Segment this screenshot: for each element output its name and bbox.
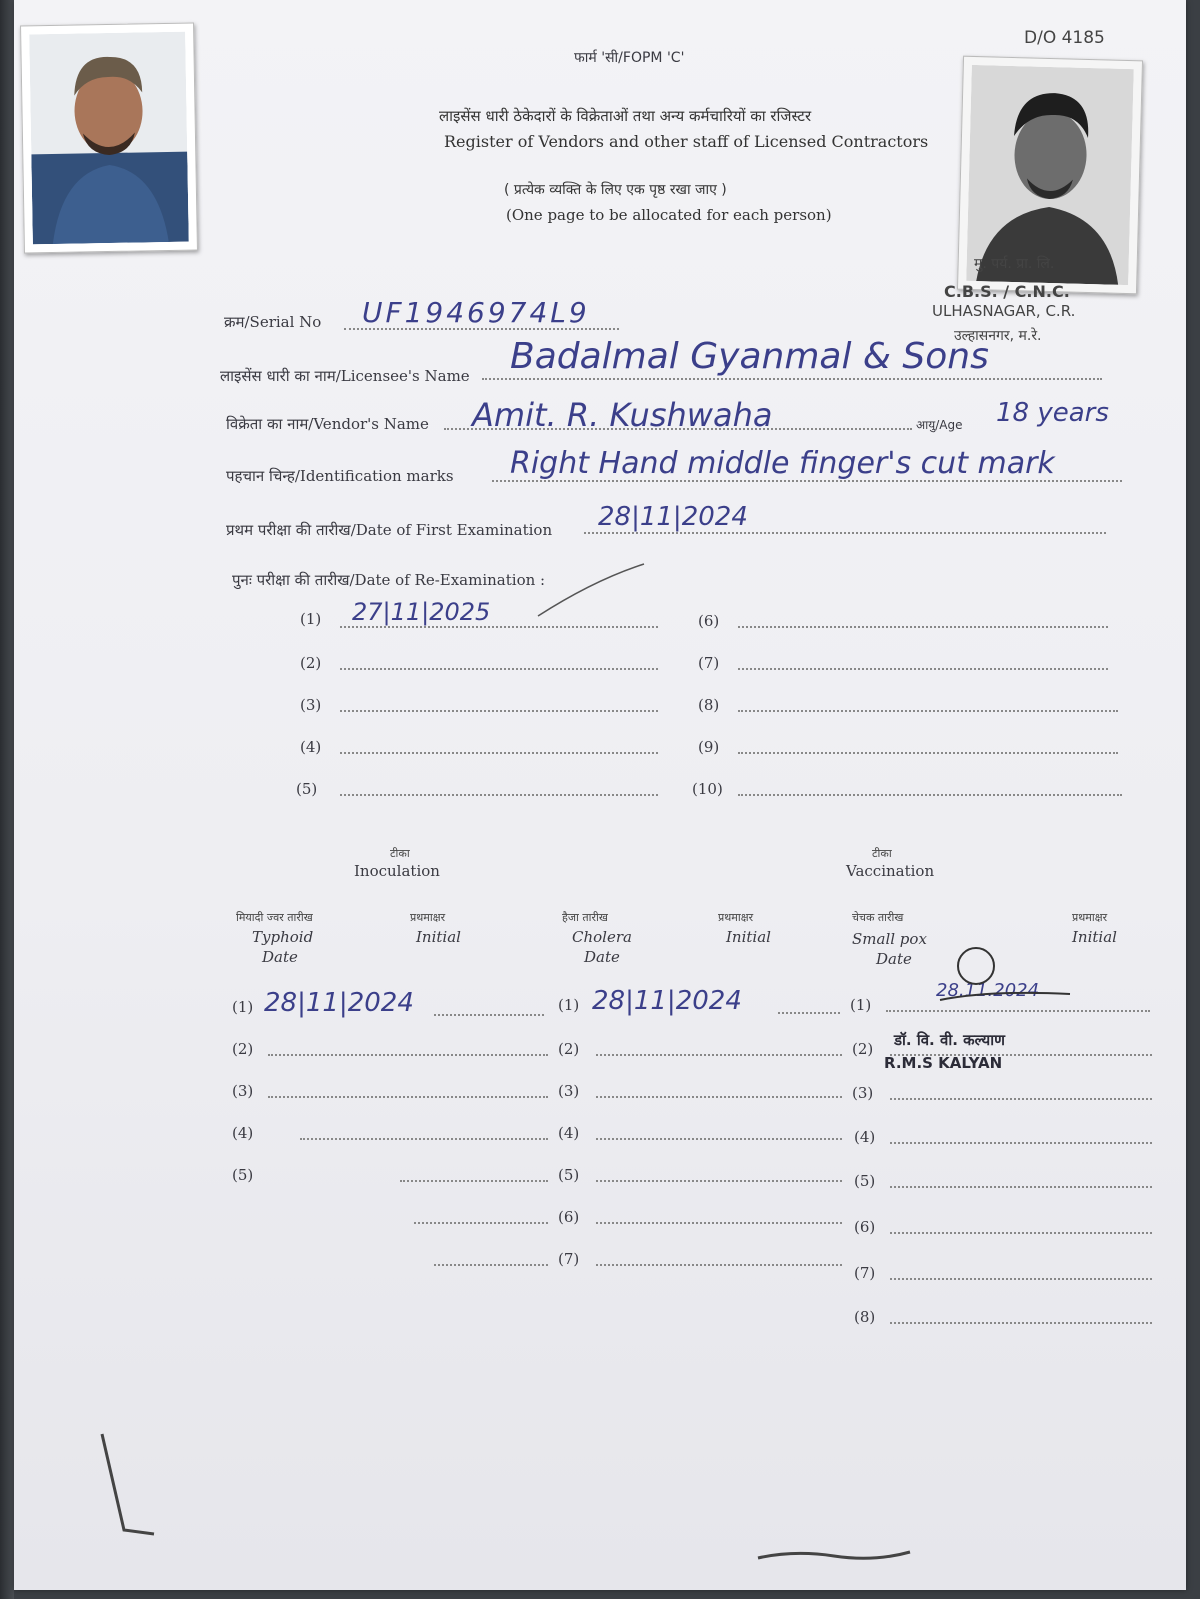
corner-staple [94, 1430, 164, 1540]
note-hindi: ( प्रत्येक व्यक्ति के लिए एक पृष्ठ रखा जाए ) [504, 182, 727, 198]
typhoid-hindi: मियादी ज्वर तारीख [236, 911, 313, 924]
licensee-label: लाइसेंस धारी का नाम/Licensee's Name [220, 367, 470, 385]
vendor-photo-left [20, 22, 198, 253]
smallpox-num: (6) [854, 1218, 876, 1236]
inoculation-hindi: टीका [390, 847, 410, 860]
stamp-line-2: C.B.S. / C.N.C. [944, 282, 1070, 301]
cholera-header: Cholera [572, 928, 632, 946]
medical-stamp-line-2: R.M.S KALYAN [884, 1054, 1003, 1072]
smallpox-num: (4) [854, 1128, 876, 1146]
signature-scribble [930, 944, 1080, 1014]
bottom-scribble [754, 1540, 914, 1570]
typhoid-num: (4) [232, 1124, 254, 1142]
vendor-label: विक्रेता का नाम/Vendor's Name [226, 415, 429, 433]
licensee-value: Badalmal Gyanmal & Sons [510, 336, 989, 377]
note-english: (One page to be allocated for each person) [506, 206, 832, 224]
reexam-num: (2) [300, 654, 322, 672]
reexam-num: (10) [692, 780, 723, 798]
smallpox-num: (1) [850, 996, 872, 1014]
first-exam-value: 28|11|2024 [598, 502, 748, 532]
smallpox-num: (8) [854, 1308, 876, 1326]
typhoid-num: (5) [232, 1166, 254, 1184]
typhoid-num: (2) [232, 1040, 254, 1058]
inoculation-heading: Inoculation [354, 862, 440, 880]
background-edge [0, 0, 14, 1599]
stamp-line-3: ULHASNAGAR, C.R. [932, 302, 1076, 320]
reexam-num: (3) [300, 696, 322, 714]
register-form-page [14, 0, 1186, 1590]
smallpox-num: (2) [852, 1040, 874, 1058]
serial-reference: D/O 4185 [1024, 28, 1105, 48]
title-hindi: लाइसेंस धारी ठेकेदारों के विक्रेताओं तथा अन्य कर्मचारियों का रजिस्टर [439, 107, 812, 125]
stamp-line-4: उल्हासनगर, म.रे. [954, 328, 1042, 344]
smallpox-date: 28.11.2024 [936, 980, 1040, 1001]
initial2-hindi: प्रथमाक्षर [718, 911, 754, 924]
cholera-num: (4) [558, 1124, 580, 1142]
initial3-header: Initial [1072, 928, 1117, 946]
vendor-value: Amit. R. Kushwaha [472, 396, 773, 434]
smallpox-hindi: चेचक तारीख [852, 911, 904, 924]
form-code: फार्म 'सी/FOPM 'C' [574, 50, 685, 66]
cholera-num: (1) [558, 996, 580, 1014]
cholera-num: (6) [558, 1208, 580, 1226]
cholera-num: (2) [558, 1040, 580, 1058]
first-exam-label: प्रथम परीक्षा की तारीख/Date of First Examination [226, 521, 553, 539]
cholera-hindi: हैजा तारीख [562, 911, 608, 924]
initial3-hindi: प्रथमाक्षर [1072, 911, 1108, 924]
cholera-num: (3) [558, 1082, 580, 1100]
identification-label: पहचान चिन्ह/Identification marks [226, 467, 454, 485]
typhoid-num: (3) [232, 1082, 254, 1100]
typhoid-date-header: Date [262, 948, 298, 966]
reexam-label: पुनः परीक्षा की तारीख/Date of Re-Examination : [232, 571, 546, 589]
medical-stamp-line-1: डॉ. वि. वी. कल्याण [894, 1031, 1005, 1049]
vaccination-heading: Vaccination [846, 862, 935, 880]
pen-stroke [534, 560, 654, 620]
reexam-num: (1) [300, 610, 322, 628]
typhoid-num: (1) [232, 998, 254, 1016]
serial-label: क्रम/Serial No [224, 313, 322, 331]
reexam-num: (7) [698, 654, 720, 672]
initial2-header: Initial [726, 928, 771, 946]
reexam-num: (6) [698, 612, 720, 630]
smallpox-num: (7) [854, 1264, 876, 1282]
age-value: 18 years [996, 398, 1109, 428]
cholera-num: (7) [558, 1250, 580, 1268]
serial-value: UF1946974L9 [362, 296, 590, 329]
cholera-date-header: Date [584, 948, 620, 966]
typhoid-date: 28|11|2024 [264, 988, 414, 1018]
age-label: आयु/Age [916, 418, 963, 432]
smallpox-date-header: Date [876, 950, 912, 968]
vaccination-hindi: टीका [872, 847, 892, 860]
reexam-num: (9) [698, 738, 720, 756]
initial1-hindi: प्रथमाक्षर [410, 911, 446, 924]
reexam-num: (8) [698, 696, 720, 714]
reexam-num: (5) [296, 780, 318, 798]
title-english: Register of Vendors and other staff of Licensed Contractors [444, 132, 929, 151]
cholera-num: (5) [558, 1166, 580, 1184]
cholera-date: 28|11|2024 [592, 986, 742, 1016]
stamp-line-1: मु. पर्य. प्रा. लि. [974, 256, 1055, 272]
reexam-date: 27|11|2025 [352, 598, 491, 626]
identification-value: Right Hand middle finger's cut mark [510, 446, 1055, 481]
smallpox-num: (3) [852, 1084, 874, 1102]
initial1-header: Initial [416, 928, 461, 946]
smallpox-num: (5) [854, 1172, 876, 1190]
reexam-num: (4) [300, 738, 322, 756]
typhoid-header: Typhoid [252, 928, 314, 946]
smallpox-header: Small pox [852, 930, 927, 948]
